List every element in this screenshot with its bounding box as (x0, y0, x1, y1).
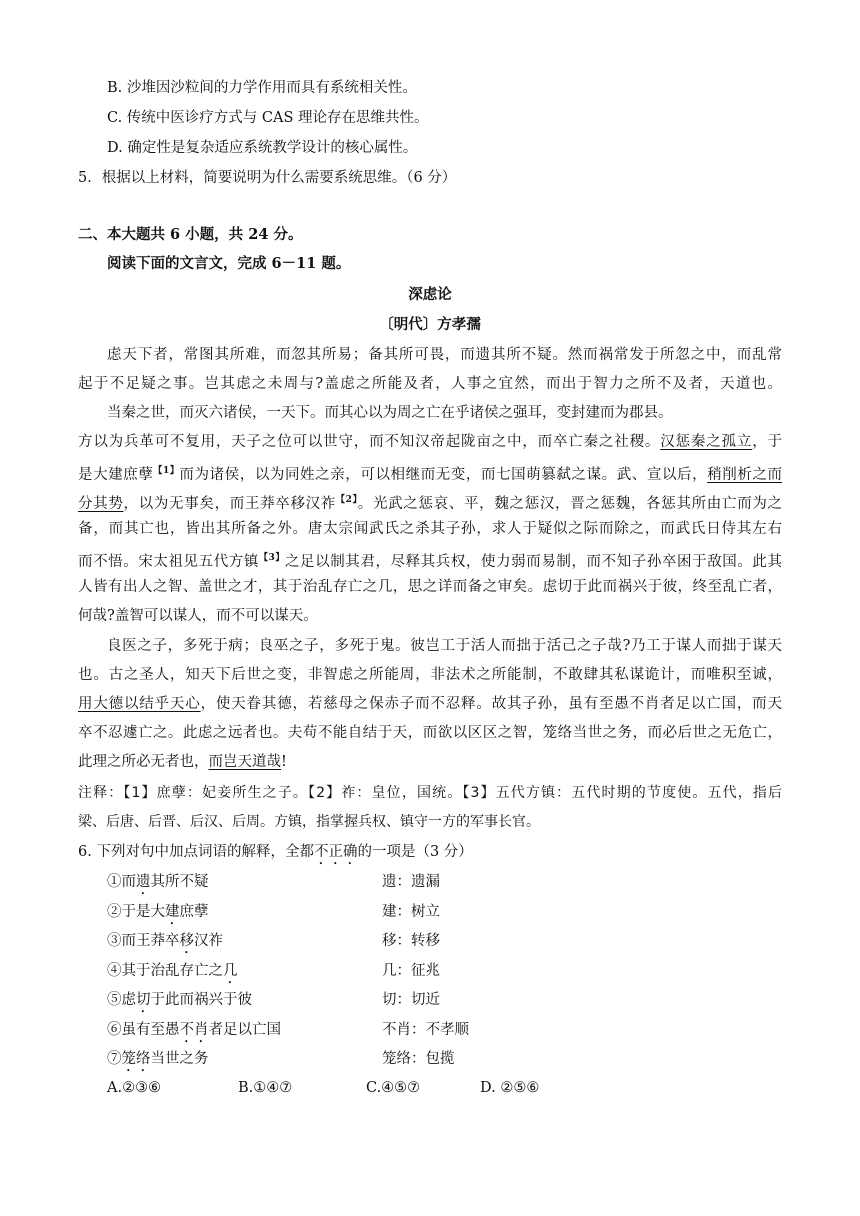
question-6-item: ②于是大建庶孽 (107, 903, 209, 920)
underlined-sentence: 稍削析之而 (707, 467, 783, 483)
section-instruction: 阅读下面的文言文，完成 6－11 题。 (107, 255, 351, 272)
passage-line: 是大建庶孽$^{【1】}$而为诸侯，以为同姓之亲，可以相继而无变，而七国萌篡弑之谋。武、宣以后，稍削析之而 (78, 466, 783, 483)
question-6-item: ⑦笼络当世之务 (107, 1051, 209, 1067)
passage-title: 深虑论 (408, 286, 452, 303)
emphasized-word: 笼络 (121, 1051, 151, 1067)
question-6-stem: 6. 下列对句中加点词语的解释，全都不正确的一项是（3 分） (78, 844, 473, 860)
footnote-marker: 【3】 (258, 553, 285, 563)
passage-line: 起于不足疑之事。岂其虑之未周与?盖虑之所能及者，人事之宜然，而出于智力之所不及者，天道也。 (78, 376, 782, 392)
choice-c[interactable]: C.④⑤⑦ (366, 1080, 421, 1096)
emphasized-word: 建 (165, 903, 180, 920)
footnote-marker: 【2】 (335, 495, 358, 505)
choice-b[interactable]: B.①④⑦ (238, 1080, 293, 1096)
passage-author: 〔明代〕方孝孺 (379, 316, 481, 333)
passage-line: 此理之所必无者也，而岂天道哉! (78, 754, 287, 770)
passage-line: 分其势，以为无事矣，而王莽卒移汉祚$^{【2】}$。光武之惩哀、平，魏之惩汉，晋之惩魏，各惩其所由亡而为之 (78, 495, 783, 512)
question-6-item: ①而遗其所不疑 (107, 874, 209, 890)
question-6-item: ⑥虽有至愚不肖者足以亡国 (107, 1021, 281, 1038)
emphasized-word: 几 (223, 962, 238, 979)
choice-d[interactable]: D. ②⑤⑥ (480, 1080, 540, 1096)
footnote-marker: 【1】 (153, 466, 180, 476)
emphasized-word: 不肖 (179, 1021, 209, 1038)
section-heading: 二、本大题共 6 小题，共 24 分。 (78, 226, 303, 243)
emphasized-word: 遗 (136, 874, 151, 890)
underlined-sentence: 汉惩秦之孤立 (660, 434, 753, 450)
q4-option-b: B. 沙堆因沙粒间的力学作用而具有系统相关性。 (107, 80, 417, 96)
question-5: 5．根据以上材料，简要说明为什么需要系统思维。（6 分） (78, 170, 457, 186)
question-6-gloss: 移：转移 (382, 933, 440, 949)
q4-option-c: C. 传统中医诊疗方式与 CAS 理论存在思维共性。 (107, 110, 429, 126)
question-6-gloss: 遗：遗漏 (382, 874, 440, 890)
emphasized-word: 切 (136, 992, 151, 1008)
question-6-gloss: 切：切近 (382, 992, 440, 1008)
passage-line: 良医之子，多死于病；良巫之子，多死于鬼。彼岂工于活人而拙于活己之子哉?乃工于谋人而拙于谋天 (107, 638, 782, 654)
passage-line: 当秦之世，而灭六诸侯，一天下。而其心以为周之亡在乎诸侯之强耳，变封建而为郡县。 (107, 405, 673, 421)
question-6-item: ④其于治乱存亡之几 (107, 962, 238, 979)
underlined-sentence: 分其势 (78, 496, 124, 512)
passage-line: 虑天下者，常图其所难，而忽其所易；备其所可畏，而遗其所不疑。然而祸常发于所忽之中，而乱常 (107, 347, 782, 363)
emphasized-word: 移 (179, 933, 194, 949)
passage-line: 用大德以结乎天心，使天眷其德，若慈母之保赤子而不忍释。故其子孙，虽有至愚不肖者足以亡国，而天 (78, 696, 782, 712)
question-6-item: ③而王莽卒移汉祚 (107, 933, 223, 949)
question-6-gloss: 几：征兆 (382, 962, 440, 979)
passage-line: 备，而其亡也，皆出其所备之外。唐太宗闻武氏之杀其子孙，求人于疑似之际而除之，而武氏日侍其左右 (78, 521, 782, 537)
footnote-line: 梁、后唐、后晋、后汉、后周。方镇，指掌握兵权、镇守一方的军事长官。 (78, 814, 540, 830)
passage-line: 人皆有出人之智、盖世之才，其于治乱存亡之几，思之详而备之审矣。虑切于此而祸兴于彼，终至乱亡者， (78, 579, 782, 595)
passage-line: 方以为兵革可不复用，天子之位可以世守，而不知汉帝起陇亩之中，而卒亡秦之社稷。汉惩秦之孤立，于 (78, 434, 783, 450)
footnote-line: 注释：【1】庶孽：妃妾所生之子。【2】祚：皇位，国统。【3】五代方镇：五代时期的节度使。五代，指后 (78, 785, 782, 801)
passage-line: 而不悟。宋太祖见五代方镇$^{【3】}$之足以制其君，尽释其兵权，使力弱而易制，而不知子孙卒困于敌国。此其 (78, 553, 783, 570)
question-6-gloss: 建：树立 (382, 903, 440, 920)
question-6-gloss: 笼络：包揽 (382, 1051, 455, 1067)
question-6-item: ⑤虑切于此而祸兴于彼 (107, 992, 252, 1008)
emphasized-words: 不正确 (313, 844, 358, 860)
choice-a[interactable]: A.②③⑥ (107, 1080, 162, 1096)
q4-option-d: D. 确定性是复杂适应系统教学设计的核心属性。 (107, 140, 418, 156)
underlined-sentence: 而岂天道哉 (208, 754, 281, 770)
question-6-gloss: 不肖：不孝顺 (382, 1021, 469, 1038)
underlined-sentence: 用大德以结乎天心 (78, 696, 201, 712)
passage-line: 卒不忍遽亡之。此虑之远者也。夫苟不能自结于天，而欲以区区之智，笼络当世之务，而必后世之无危亡， (78, 725, 782, 741)
passage-line: 也。古之圣人，知天下后世之变，非智虑之所能周，非法术之所能制，不敢肆其私谋诡计，而唯积至诚， (78, 667, 782, 683)
passage-line: 何哉?盖智可以谋人，而不可以谋天。 (78, 608, 318, 624)
